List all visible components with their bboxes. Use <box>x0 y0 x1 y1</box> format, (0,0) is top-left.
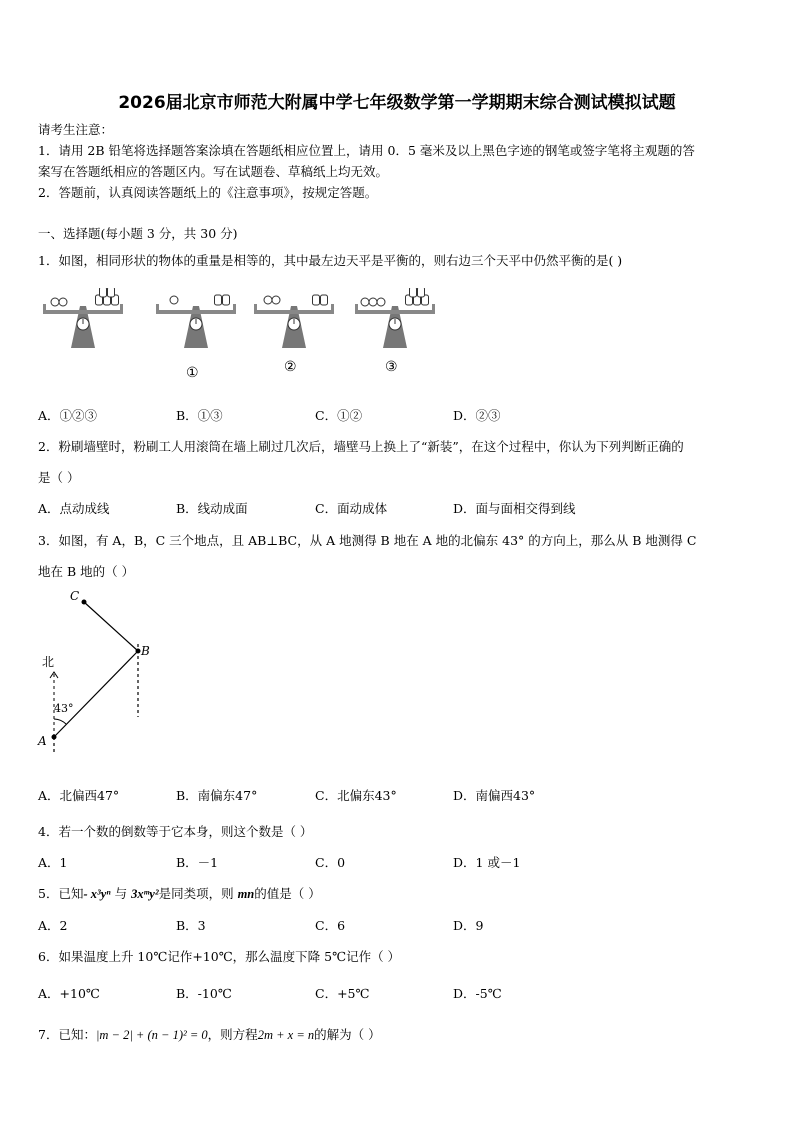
angle-label: 43° <box>54 702 74 715</box>
question-3-option-c: C．北偏东43° <box>315 788 397 803</box>
question-5-term-2: 3xᵐy² <box>131 887 159 901</box>
question-6-stem: 6．如果温度上升 10℃记作+10℃，那么温度下降 5℃记作（ ） <box>38 949 401 964</box>
balance-scale-3 <box>355 288 435 348</box>
question-7-expression-2: 2m + x = n <box>257 1028 315 1042</box>
question-3-stem-line-2: 地在 B 地的（ ） <box>38 564 135 579</box>
question-3-option-b: B．南偏东47° <box>176 788 258 803</box>
question-7-stem-mid: ，则方程 <box>207 1027 258 1042</box>
question-4-option-d: D．1 或－1 <box>453 855 521 870</box>
section-heading: 一、选择题(每小题 3 分，共 30 分) <box>38 226 238 241</box>
notice-item-1-line-1: 1．请用 2B 铅笔将选择题答案涂填在答题纸相应位置上，请用 0．5 毫米及以上黑色字迹的钢笔或签字笔将主观题的答 <box>38 143 695 158</box>
question-5-term-1: - x³yⁿ <box>83 887 111 901</box>
scale-label-3: ③ <box>385 359 398 375</box>
question-5-stem <box>38 884 321 902</box>
question-4-option-a: A．1 <box>38 855 68 870</box>
notice-item-1-line-2: 案写在答题纸相应的答题区内。写在试题卷、草稿纸上均无效。 <box>38 164 389 179</box>
point-c-label: C <box>70 589 80 603</box>
question-7-stem-pre: 7．已知： <box>38 1027 96 1042</box>
question-5-stem-end: 的值是（ ） <box>254 886 321 901</box>
direction-figure <box>36 584 166 754</box>
question-1-option-b: B．①③ <box>176 408 223 423</box>
question-5-option-d: D．9 <box>453 918 484 933</box>
question-2-option-b: B．线动成面 <box>176 501 248 516</box>
question-6-option-c: C．+5℃ <box>315 986 370 1001</box>
question-5-stem-post: 是同类项，则 <box>158 886 234 901</box>
question-3-stem-line-1: 3．如图，有 A，B，C 三个地点，且 AB⊥BC，从 A 地测得 B 地在 A 地的北偏东 43° 的方向上，那么从 B 地测得 C <box>38 533 697 548</box>
question-5-mn: mn <box>237 887 255 901</box>
question-4-option-c: C．0 <box>315 855 346 870</box>
north-label: 北 <box>42 655 55 669</box>
question-6-option-d: D．-5℃ <box>453 986 502 1001</box>
question-7-stem <box>38 1025 381 1043</box>
point-b-label: B <box>141 644 150 658</box>
question-2-option-c: C．面动成体 <box>315 501 388 516</box>
question-1-option-c: C．①② <box>315 408 363 423</box>
question-3-option-d: D．南偏西43° <box>453 788 536 803</box>
question-4-option-b: B．－1 <box>176 855 219 870</box>
scale-label-1: ① <box>186 365 199 381</box>
notice-heading: 请考生注意： <box>38 122 114 137</box>
balance-scale-0 <box>43 288 123 348</box>
question-2-stem-line-2: 是（ ） <box>38 470 80 485</box>
question-5-stem-mid: 与 <box>114 886 128 901</box>
question-7-expression-1: |m − 2| + (n − 1)² = 0 <box>95 1028 208 1042</box>
question-2-option-d: D．面与面相交得到线 <box>453 501 576 516</box>
page-title: 2026届北京市师范大附属中学七年级数学第一学期期末综合测试模拟试题 <box>118 93 676 113</box>
question-2-option-a: A．点动成线 <box>38 501 110 516</box>
question-5-stem-pre: 5．已知 <box>38 886 84 901</box>
question-6-option-b: B．-10℃ <box>176 986 232 1001</box>
question-5-option-b: B．3 <box>176 918 206 933</box>
question-1-stem: 1．如图，相同形状的物体的重量是相等的，其中最左边天平是平衡的，则右边三个天平中仍然平衡的是( ) <box>38 253 623 268</box>
question-2-stem-line-1: 2．粉刷墙壁时，粉刷工人用滚筒在墙上刷过几次后，墙壁马上换上了“新装”，在这个过程中，你认为下列判断正确的 <box>38 439 684 454</box>
question-1-option-a: A．①②③ <box>38 408 98 423</box>
question-5-option-a: A．2 <box>38 918 68 933</box>
notice-item-2: 2．答题前，认真阅读答题纸上的《注意事项》，按规定答题。 <box>38 185 378 200</box>
question-5-option-c: C．6 <box>315 918 346 933</box>
scale-label-2: ② <box>284 359 297 375</box>
point-a-label: A <box>38 734 47 748</box>
question-3-option-a: A．北偏西47° <box>38 788 120 803</box>
question-7-stem-post: 的解为（ ） <box>314 1027 381 1042</box>
question-4-stem: 4．若一个数的倒数等于它本身，则这个数是（ ） <box>38 824 313 839</box>
balance-scale-1 <box>156 295 236 348</box>
question-1-option-d: D．②③ <box>453 408 501 423</box>
question-6-option-a: A．+10℃ <box>38 986 100 1001</box>
balance-scale-2 <box>254 295 334 348</box>
